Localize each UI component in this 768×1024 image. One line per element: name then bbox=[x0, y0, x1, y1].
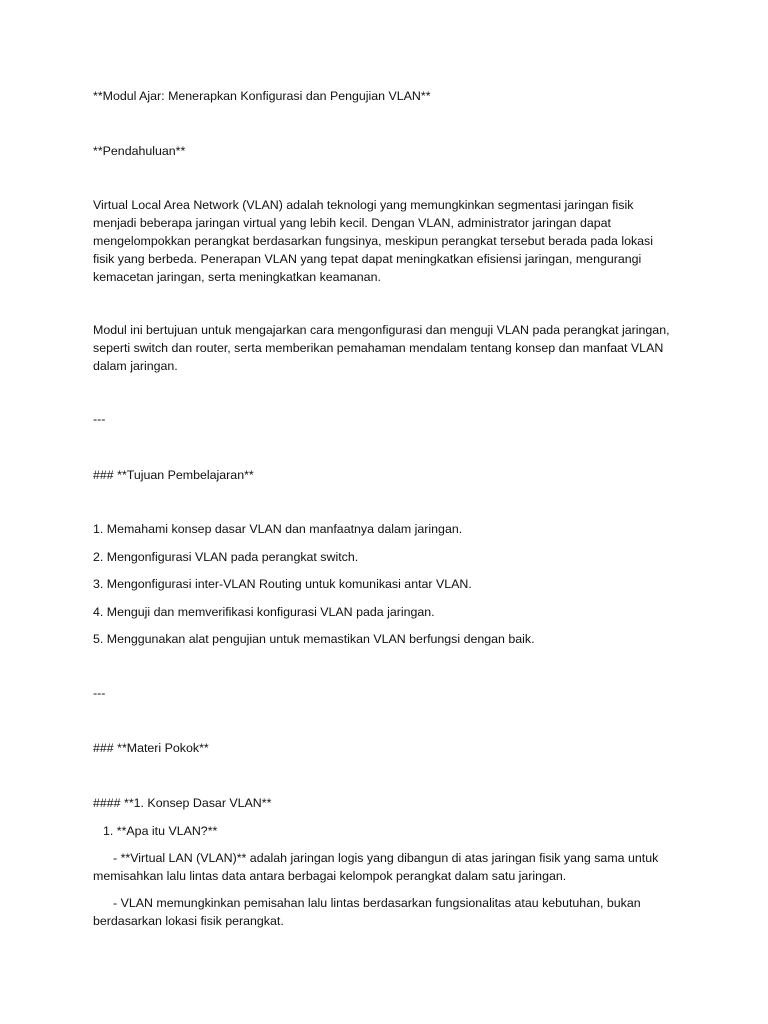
section1-bullet: - **Virtual LAN (VLAN)** adalah jaringan logis yang dibangun di atas jaringan fisik yang sama untuk memisahkan lalu lintas data antara berbagai kelompok perangkat dalam satu jaringan. bbox=[93, 851, 659, 883]
section1-item: 1. **Apa itu VLAN?** bbox=[103, 824, 218, 838]
section1-bullet: - VLAN memungkinkan pemisahan lalu lintas berdasarkan fungsionalitas atau kebutuhan, bukan berdasarkan lokasi fisik perangkat. bbox=[93, 896, 641, 928]
document-title: **Modul Ajar: Menerapkan Konfigurasi dan Pengujian VLAN** bbox=[93, 89, 431, 103]
materi-heading: ### **Materi Pokok** bbox=[93, 741, 209, 755]
section-separator: --- bbox=[93, 412, 106, 426]
section1-heading: #### **1. Konsep Dasar VLAN** bbox=[93, 796, 272, 810]
objective-item: 4. Menguji dan memverifikasi konfigurasi VLAN pada jaringan. bbox=[93, 605, 435, 619]
intro-paragraph: Virtual Local Area Network (VLAN) adalah teknologi yang memungkinkan segmentasi jaringan fisik menjadi beberapa jaringan virtual yang lebih kecil. Dengan VLAN, administrator jaringan dapat mengelompokkan perangkat berdasarkan fungsinya, meskipun perangkat tersebut berada pada lokasi fisik yang berbeda. Penerapan VLAN yang tepat dapat meningkatkan efisiensi jaringan, mengurangi kemacetan jaringan, serta meningkatkan keamanan. bbox=[93, 198, 653, 284]
objective-item: 5. Menggunakan alat pengujian untuk memastikan VLAN berfungsi dengan baik. bbox=[93, 632, 535, 646]
objective-item: 2. Mengonfigurasi VLAN pada perangkat switch. bbox=[93, 550, 359, 564]
objective-item: 1. Memahami konsep dasar VLAN dan manfaatnya dalam jaringan. bbox=[93, 522, 463, 536]
objectives-heading: ### **Tujuan Pembelajaran** bbox=[93, 468, 254, 482]
section-separator: --- bbox=[93, 686, 106, 700]
intro-paragraph: Modul ini bertujuan untuk mengajarkan cara mengonfigurasi dan menguji VLAN pada perangkat jaringan, seperti switch dan router, serta memberikan pemahaman mendalam tentang konsep dan manfaat VLAN dalam jaringan. bbox=[93, 323, 670, 373]
intro-heading: **Pendahuluan** bbox=[93, 144, 186, 158]
objective-item: 3. Mengonfigurasi inter-VLAN Routing untuk komunikasi antar VLAN. bbox=[93, 577, 472, 591]
